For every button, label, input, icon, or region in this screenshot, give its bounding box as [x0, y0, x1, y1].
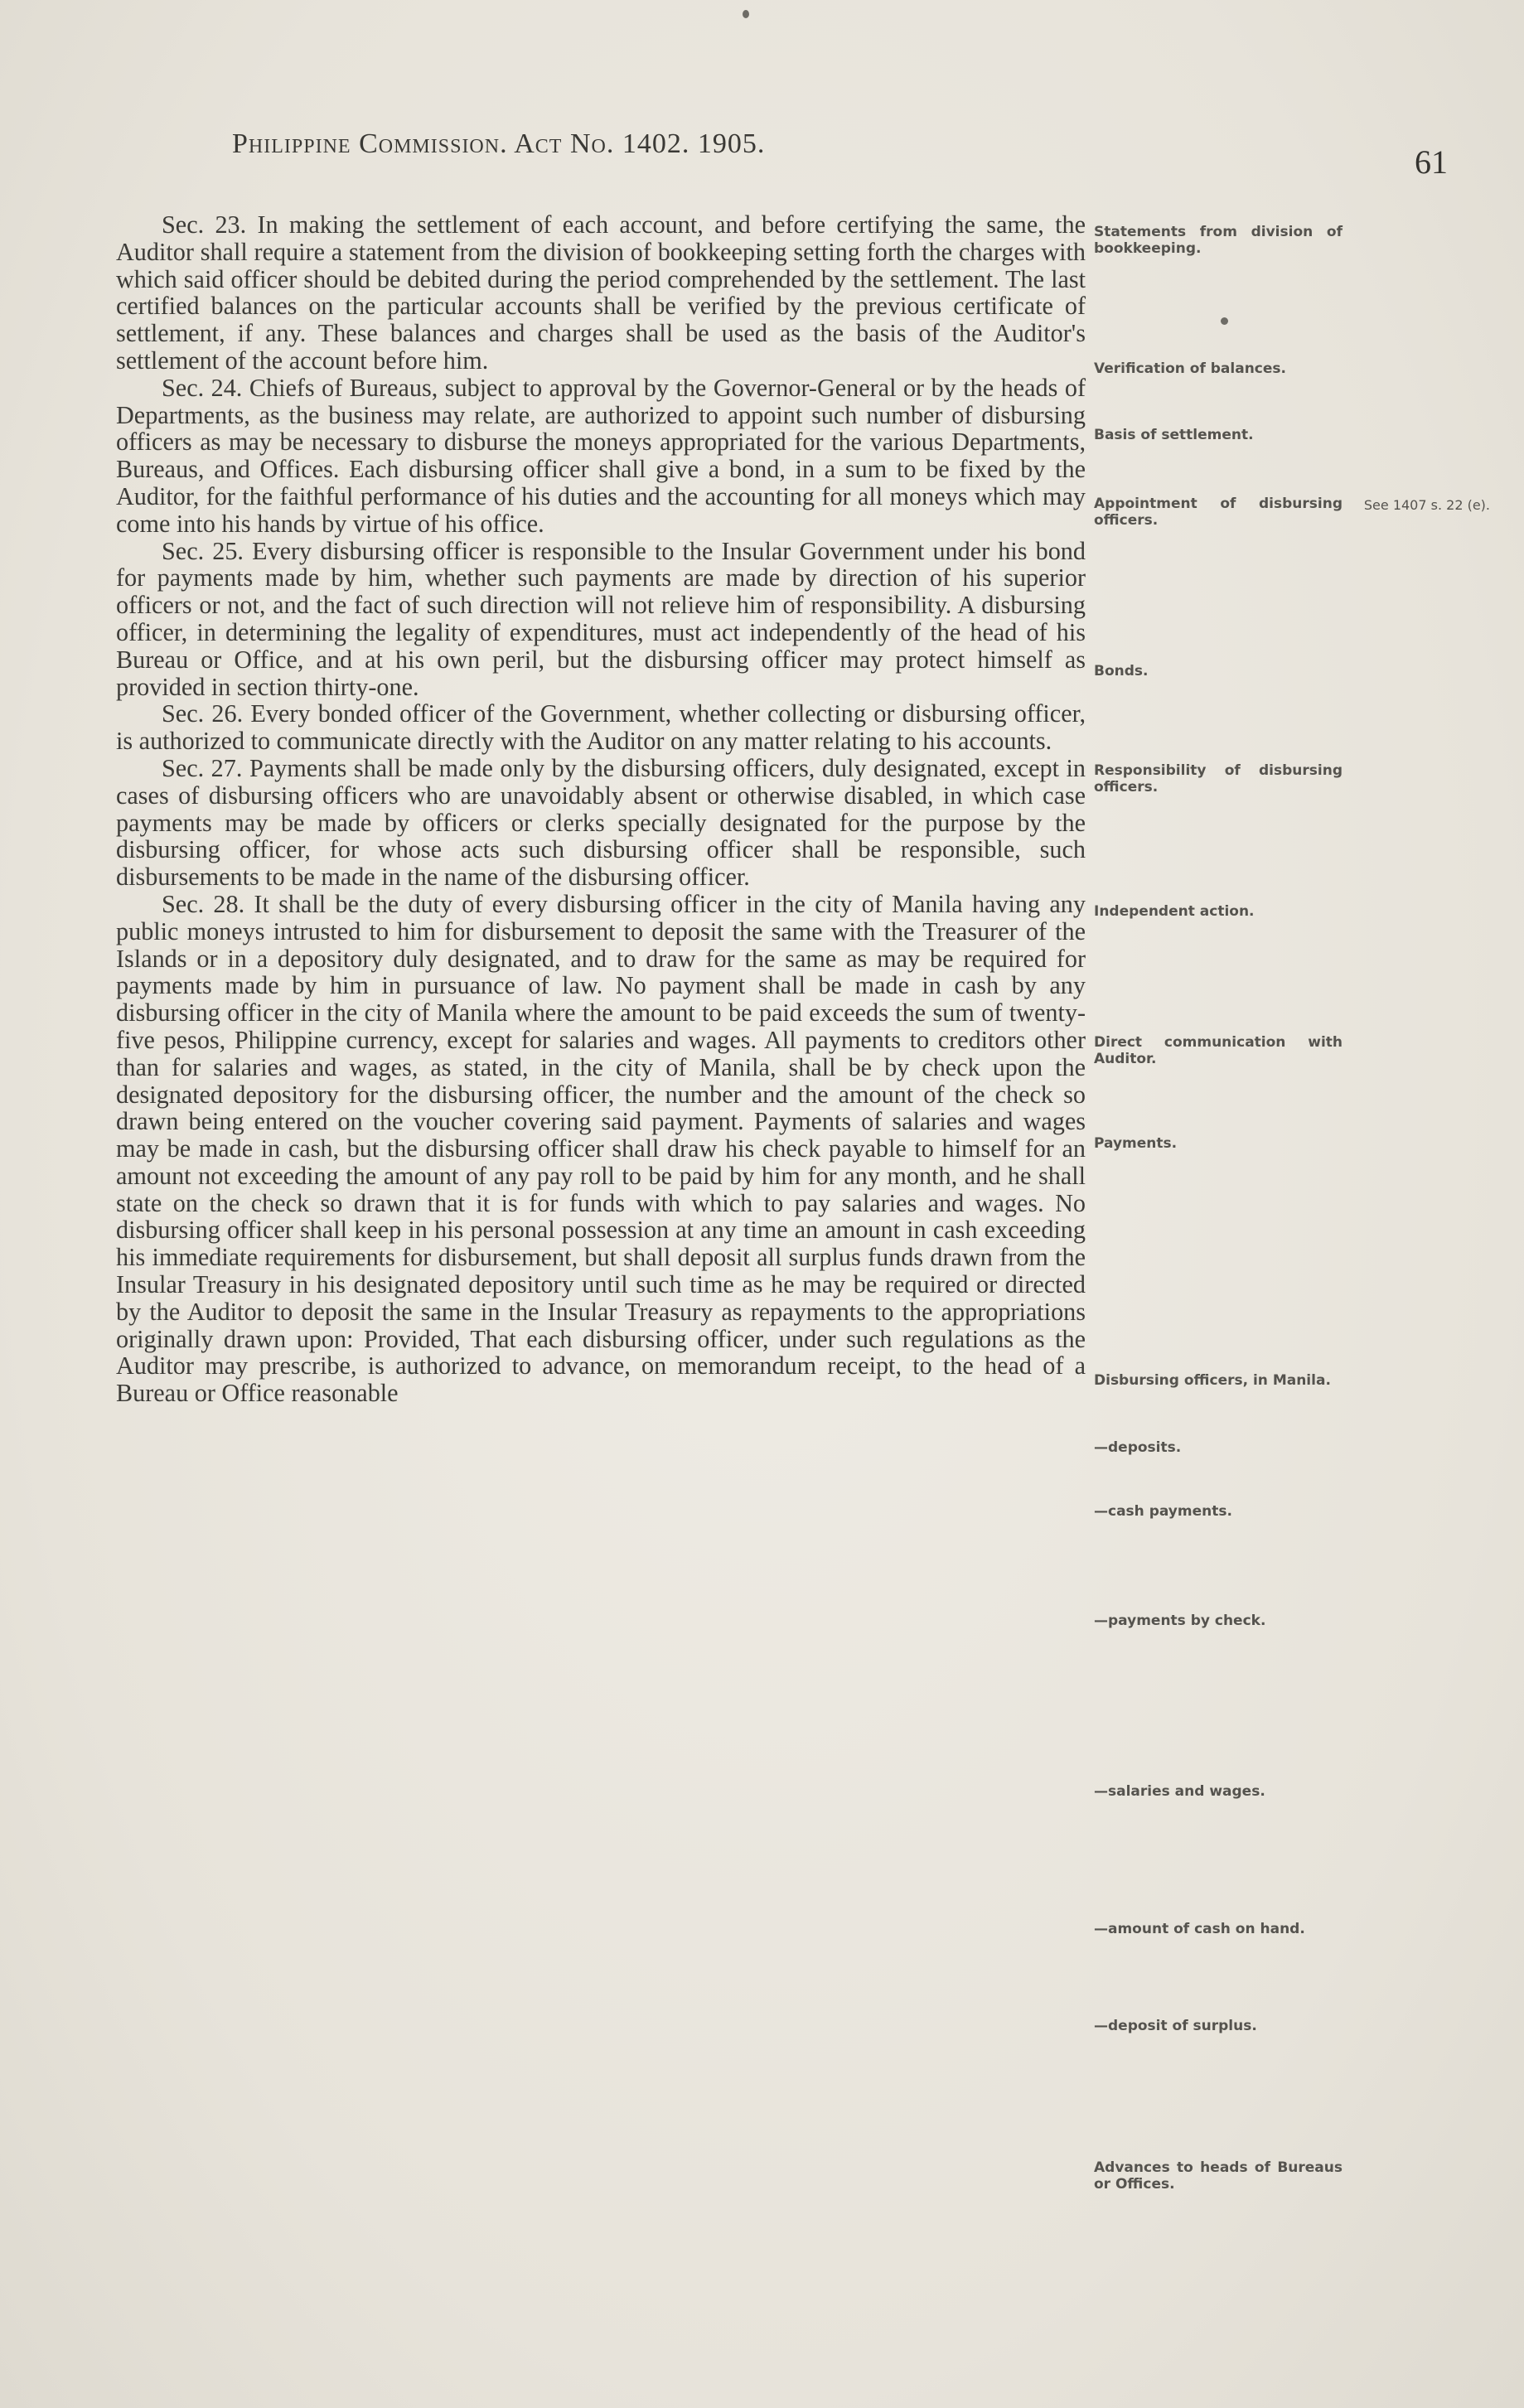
section-25: Sec. 25. Every disbursing officer is responsible to the Insular Government under his bond for payments made by him, whether such payments are made by direction of his superior officers or not, and the fact of such direction will not relieve him of responsibility. A disbursing officer, in determining the legality of expenditures, must act independently of the head of his Bureau or Office, and at his own peril, but the disbursing officer may protect himself as provided in section thirty-one. [116, 536, 1086, 701]
running-head: Philippine Commission. Act No. 1402. 1905. [232, 128, 766, 159]
margin-note-bonds: Bonds. [1094, 663, 1149, 679]
section-24: Sec. 24. Chiefs of Bureaus, subject to approval by the Governor-General or by the heads of Departments, as the business may relate, are authorized to appoint such number of disbursing officers as may be necessary to disburse the moneys appropriated for the various Departments, Bureaus, and Offices. Each disbursing officer shall give a bond, in a sum to be fixed by the Auditor, for the faithful performance of his duties and the accounting for all moneys which may come into his hands by virtue of his office. [116, 373, 1086, 538]
ink-speck-top [743, 10, 749, 18]
margin-note-direct-communication: Direct communication with Auditor. [1094, 1034, 1343, 1067]
margin-note-deposits: —deposits. [1094, 1439, 1182, 1456]
body-text [116, 211, 1086, 1407]
margin-note-advances: Advances to heads of Bureaus or Offices. [1094, 2159, 1343, 2193]
margin-note-salaries-wages: —salaries and wages. [1094, 1783, 1265, 1800]
margin-note-disbursing-manila: Disbursing officers, in Manila. [1094, 1372, 1331, 1389]
margin-note-payments-by-check: —payments by check. [1094, 1613, 1266, 1629]
cross-reference: See 1407 s. 22 (e). [1363, 497, 1490, 513]
margin-note-appointment: Appointment of disbursing officers. [1094, 496, 1343, 529]
page-number: 61 [1415, 143, 1448, 181]
margin-note-statements: Statements from division of bookkeeping. [1094, 224, 1343, 257]
margin-note-cash-payments: —cash payments. [1094, 1503, 1232, 1520]
margin-note-deposit-surplus: —deposit of surplus. [1094, 2018, 1257, 2034]
section-23: Sec. 23. In making the settlement of each account, and before certifying the same, the Auditor shall require a statement from the division of bookkeeping setting forth the charges with which said officer should be debited during the period comprehended by the settlement. The last certified balances on the particular accounts shall be verified by the previous certificate of settlement, if any. These balances and charges shall be used as the basis of the Auditor's settlement of the account before him. [116, 210, 1086, 375]
margin-note-responsibility: Responsibility of disbursing officers. [1094, 762, 1343, 795]
margin-note-verification: Verification of balances. [1094, 360, 1286, 377]
margin-note-payments: Payments. [1094, 1135, 1178, 1152]
margin-note-independent-action: Independent action. [1094, 903, 1255, 920]
margin-note-basis: Basis of settlement. [1094, 427, 1254, 443]
section-28: Sec. 28. It shall be the duty of every disbursing officer in the city of Manila having any public moneys intrusted to him for disbursement to deposit the same with the Treasurer of the Islands or in a depository duly designated, and to draw for the same as may be required for payments made by him in pursuance of law. No payment shall be made in cash by any disbursing officer in the city of Manila where the amount to be paid exceeds the sum of twenty-five pesos, Philippine currency, except for salaries and wages. All payments to creditors other than for salaries and wages, as stated, in the city of Manila, shall be by check upon the designated depository for the disbursing officer, the number and the amount of the check so drawn being entered on the voucher covering said payment. Payments of salaries and wages may be made in cash, but the disbursing officer shall draw his check payable to himself for an amount not exceeding the amount of any pay roll to be paid by him for any month, and he shall state on the check so drawn that it is for funds with which to pay salaries and wages. No disbursing officer shall keep in his personal possession at any time an amount in cash exceeding his immediate requirements for disbursement, but shall deposit all surplus funds drawn from the Insular Treasury in his designated depository until such time as he may be required or directed by the Auditor to deposit the same in the Insular Treasury as repayments to the appropriations originally drawn upon: Provided, That each disbursing officer, under such regulations as the Auditor may prescribe, is authorized to advance, on memorandum receipt, to the head of a Bureau or Office reasonable [116, 889, 1086, 1408]
section-27: Sec. 27. Payments shall be made only by the disbursing officers, duly designated, except in cases of disbursing officers who are unavoidably absent or otherwise disabled, in which case payments may be made by officers or clerks specially designated for the purpose by the disbursing officer, for whose acts such disbursing officer shall be responsible, such disbursements to be made in the name of the disbursing officer. [116, 753, 1086, 892]
ink-speck-margin [1221, 317, 1228, 325]
section-26: Sec. 26. Every bonded officer of the Government, whether collecting or disbursing officer, is authorized to communicate directly with the Auditor on any matter relating to his accounts. [116, 699, 1086, 756]
margin-note-cash-on-hand: —amount of cash on hand. [1094, 1921, 1305, 1937]
